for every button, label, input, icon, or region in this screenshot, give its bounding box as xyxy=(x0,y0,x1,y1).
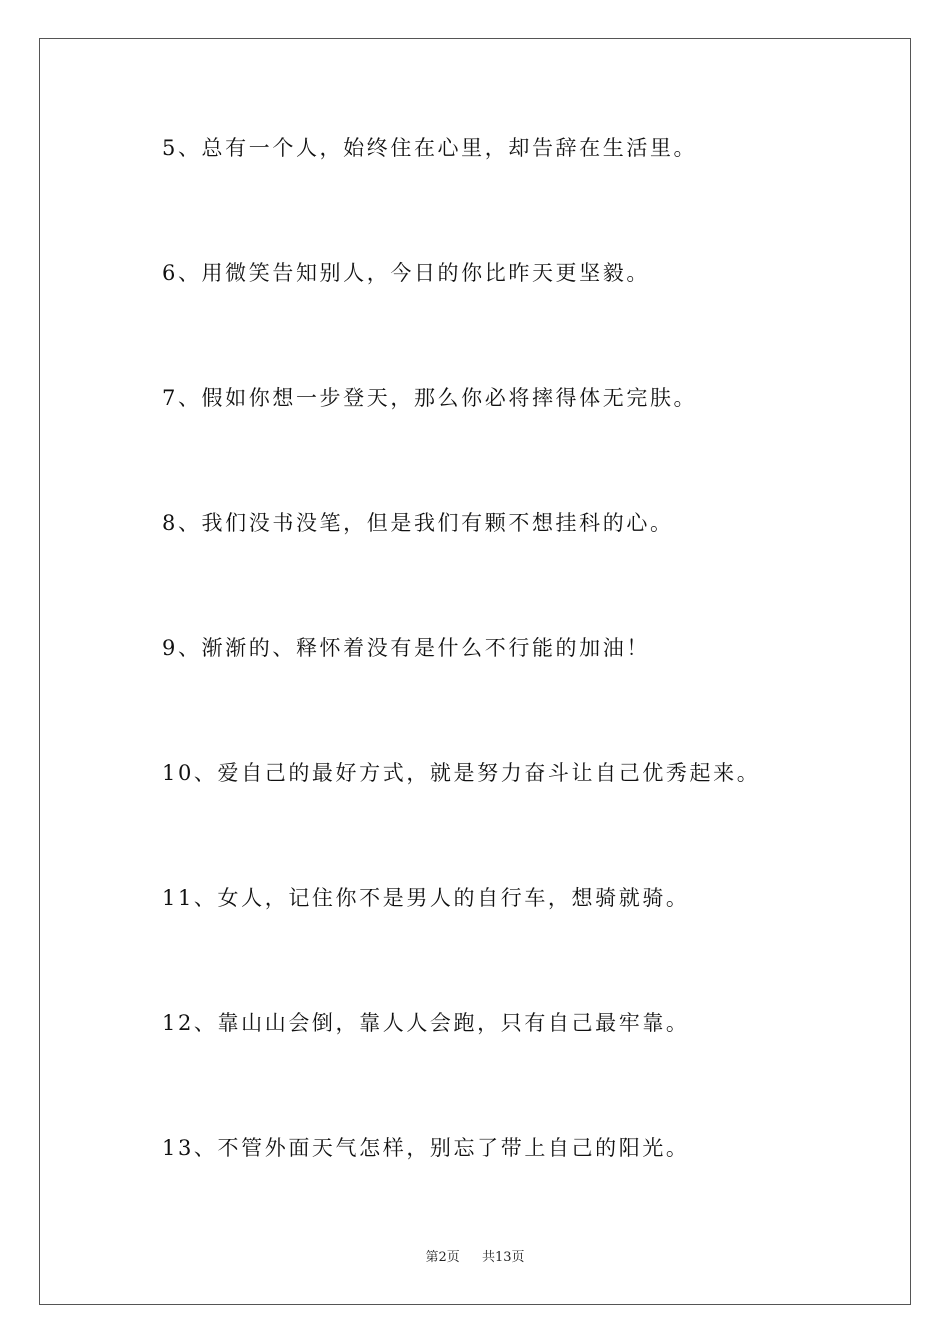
page-number: 第2页 xyxy=(425,1250,460,1265)
page-border xyxy=(39,38,911,1305)
list-item: 10、爱自己的最好方式，就是努力奋斗让自己优秀起来。 xyxy=(162,761,761,785)
list-item: 12、靠山山会倒，靠人人会跑，只有自己最牢靠。 xyxy=(162,1011,690,1035)
list-item: 5、总有一个人，始终住在心里，却告辞在生活里。 xyxy=(162,136,698,160)
page-footer xyxy=(0,1246,950,1265)
list-item: 6、用微笑告知别人，今日的你比昨天更坚毅。 xyxy=(162,261,650,285)
list-item: 9、渐渐的、释怀着没有是什么不行能的加油！ xyxy=(162,636,650,660)
list-item: 11、女人，记住你不是男人的自行车，想骑就骑。 xyxy=(162,886,690,910)
list-item: 8、我们没书没笔，但是我们有颗不想挂科的心。 xyxy=(162,511,674,535)
list-item: 7、假如你想一步登天，那么你必将摔得体无完肤。 xyxy=(162,386,698,410)
page-total: 共13页 xyxy=(482,1250,525,1265)
list-item: 13、不管外面天气怎样，别忘了带上自己的阳光。 xyxy=(162,1136,690,1160)
